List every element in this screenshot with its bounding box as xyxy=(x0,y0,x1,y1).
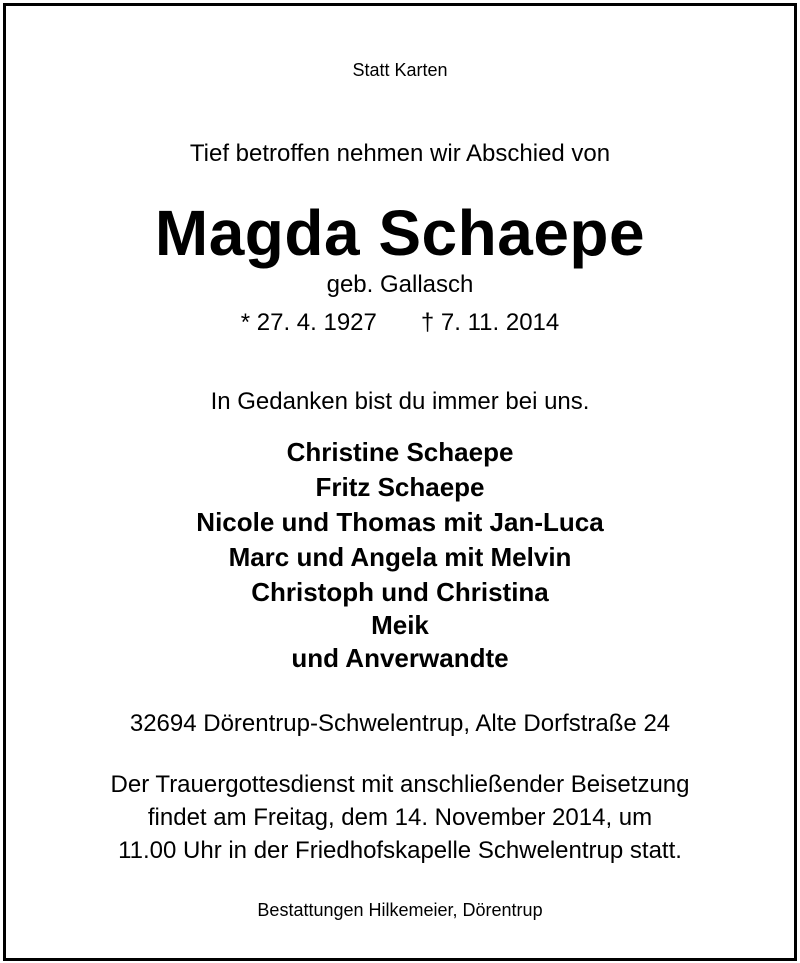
intro-text: Tief betroffen nehmen wir Abschied von xyxy=(189,140,611,167)
birth-date: * 27. 4. 1927 xyxy=(240,309,377,336)
life-dates xyxy=(0,309,800,337)
address-text: 32694 Dörentrup-Schwelentrup, Alte Dorfstraße 24 xyxy=(129,710,671,737)
header-text: Statt Karten xyxy=(352,60,448,80)
undertaker-text: Bestattungen Hilkemeier, Dörentrup xyxy=(257,900,543,920)
service-line: 11.00 Uhr in der Friedhofskapelle Schwelentrup statt. xyxy=(118,837,682,864)
mourner-name: Christine Schaepe xyxy=(286,437,514,467)
service-line: findet am Freitag, dem 14. November 2014, um xyxy=(147,804,653,831)
mourner-name: und Anverwandte xyxy=(291,643,509,673)
mourner-name: Meik xyxy=(371,610,429,640)
mourner-name: Christoph und Christina xyxy=(251,577,549,607)
deceased-name: Magda Schaepe xyxy=(154,197,646,269)
mourner-name: Marc und Angela mit Melvin xyxy=(228,542,572,572)
motto-text: In Gedanken bist du immer bei uns. xyxy=(210,388,590,415)
death-date: † 7. 11. 2014 xyxy=(420,309,560,336)
mourner-name: Fritz Schaepe xyxy=(315,472,485,502)
service-line: Der Trauergottesdienst mit anschließender Beisetzung xyxy=(110,771,690,798)
birth-name: geb. Gallasch xyxy=(326,271,474,298)
mourner-name: Nicole und Thomas mit Jan-Luca xyxy=(196,507,604,537)
